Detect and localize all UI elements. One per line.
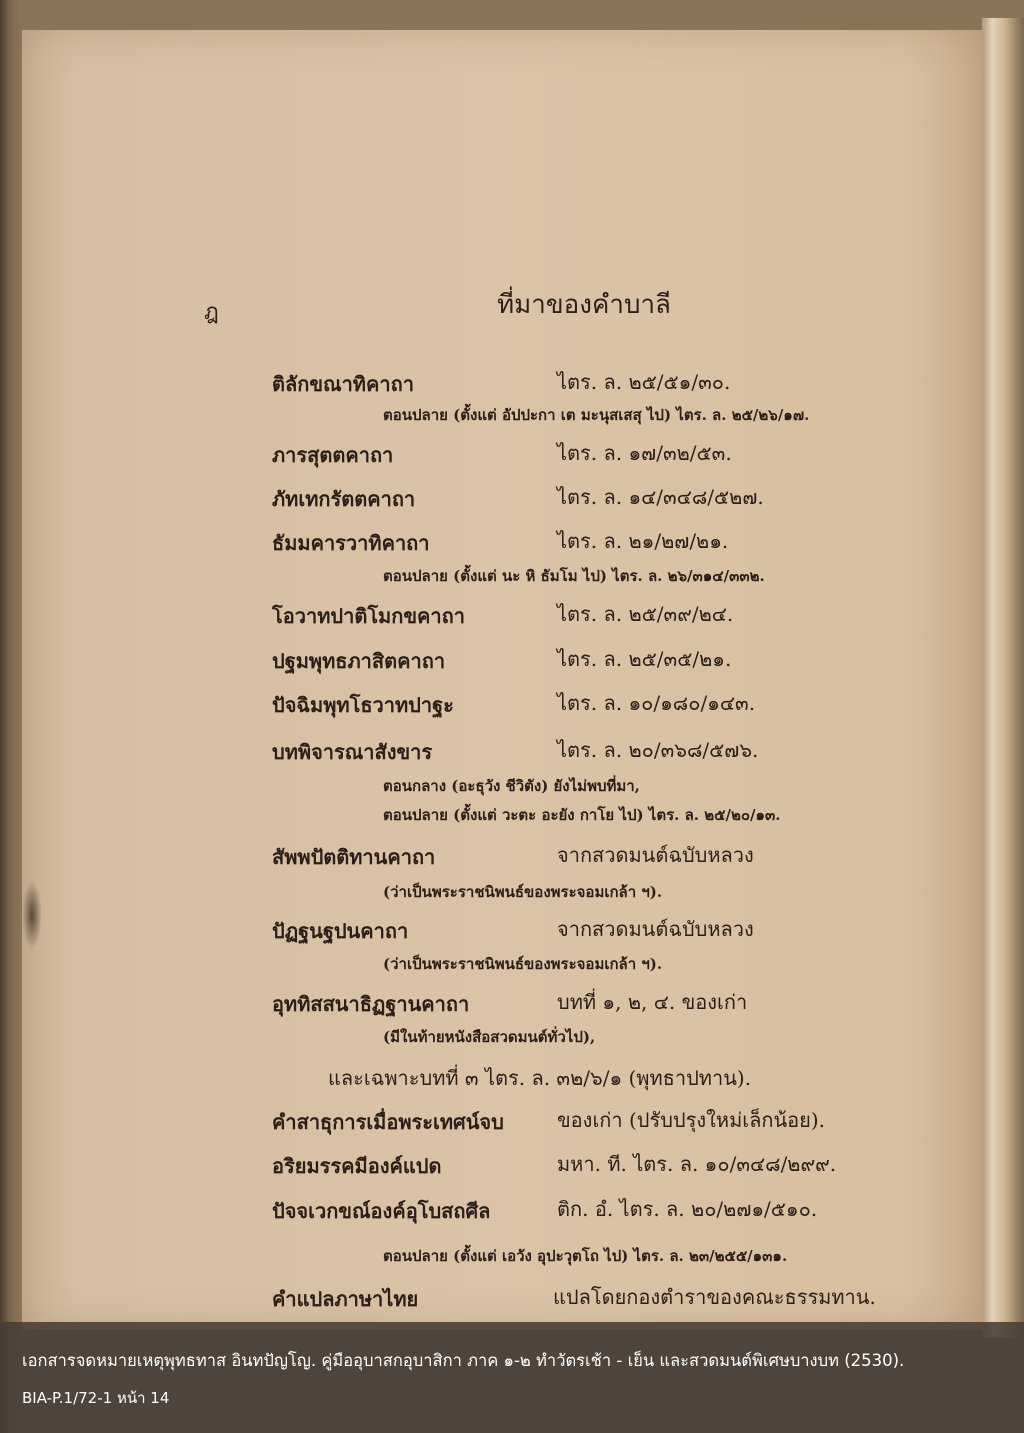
entry-source: ไตร. ล. ๑๗/๓๒/๕๓. [557,441,732,465]
entry-note: ตอนกลาง (อะธุวัง ชีวิตัง) ยังไม่พบที่มา, [383,777,640,795]
page-edge [982,18,1024,1338]
entry-source: ติก. อํ. ไตร. ล. ๒๐/๒๗๑/๕๑๐. [557,1197,818,1221]
entry-name: ปัจจเวกขณ์องค์อุโบสถศีล [272,1199,491,1223]
archive-reference: BIA-P.1/72-1 หน้า 14 [22,1389,170,1407]
page-title: ที่มาของคำบาลี [497,290,671,320]
entry-source: จากสวดมนต์ฉบับหลวง [557,917,754,941]
entry-source: จากสวดมนต์ฉบับหลวง [557,843,754,867]
entry-name: ภัทเทกรัตตคาถา [272,487,416,511]
entry-name: คำสาธุการเมื่อพระเทศน์จบ [272,1110,504,1134]
entry-name: ธัมมคารวาทิคาถา [272,531,430,555]
entry-source: ไตร. ล. ๒๑/๒๗/๒๑. [557,529,729,553]
entry-note: ตอนปลาย (ตั้งแต่ วะตะ อะยัง กาโย ไป) ไตร. ล. ๒๕/๒๐/๑๓. [383,806,781,824]
entry-name: สัพพปัตติทานคาถา [272,845,436,869]
caption-bar [0,1322,1024,1433]
entry-note: (ว่าเป็นพระราชนิพนธ์ของพระจอมเกล้า ฯ). [383,883,663,901]
entry-name: อุททิสสนาธิฏฐานคาถา [272,992,470,1016]
entry-source: ไตร. ล. ๒๕/๕๑/๓๐. [557,370,731,394]
entry-source: แปลโดยกองตำราของคณะธรรมทาน. [553,1285,876,1309]
entry-note: (ว่าเป็นพระราชนิพนธ์ของพระจอมเกล้า ฯ). [383,955,663,973]
entry-source: ของเก่า (ปรับปรุงใหม่เล็กน้อย). [557,1108,826,1132]
entry-name: บทพิจารณาสังขาร [272,740,433,764]
entry-name: อริยมรรคมีองค์แปด [272,1154,442,1178]
entry-note: ตอนปลาย (ตั้งแต่ อัปปะกา เต มะนุสเสสุ ไป) ไตร. ล. ๒๕/๒๖/๑๗. [383,406,810,424]
entry-source: ไตร. ล. ๒๐/๓๖๘/๕๗๖. [557,738,759,762]
entry-source: ไตร. ล. ๒๕/๓๕/๒๑. [557,647,732,671]
entry-name: ปัฏฐนฐปนคาถา [272,919,409,943]
entry-note: และเฉพาะบทที่ ๓ ไตร. ล. ๓๒/๖/๑ (พุทธาปทาน). [328,1066,752,1090]
entry-source: ไตร. ล. ๑๔/๓๔๘/๕๒๗. [557,485,764,509]
entry-source: ไตร. ล. ๒๕/๓๙/๒๔. [557,602,734,626]
archive-citation: เอกสารจดหมายเหตุพุทธทาส อินทปัญโญ. คู่มืออุบาสกอุบาสิกา ภาค ๑-๒ ทำวัตรเช้า - เย็น และสวดมนต์พิเศษบางบท (2530). [22,1351,905,1370]
entry-note: ตอนปลาย (ตั้งแต่ นะ หิ ธัมโม ไป) ไตร. ล. ๒๖/๓๑๔/๓๓๒. [383,567,765,585]
entry-source: ไตร. ล. ๑๐/๑๘๐/๑๔๓. [557,691,756,715]
corner-mark: ฎ [204,300,219,325]
entry-name: โอวาทปาติโมกขคาถา [272,604,465,628]
entry-name: ภารสุตตคาถา [272,443,394,467]
entry-name: ปฐมพุทธภาสิตคาถา [272,649,446,673]
entry-name: ปัจฉิมพุทโธวาทปาฐะ [272,693,454,717]
entry-name: ติลักขณาทิคาถา [272,372,414,396]
entry-note: (มีในท้ายหนังสือสวดมนต์ทั่วไป), [383,1028,596,1046]
entry-source: บทที่ ๑, ๒, ๔. ของเก่า [557,990,748,1014]
entry-source: มหา. ที. ไตร. ล. ๑๐/๓๔๘/๒๙๙. [557,1152,837,1176]
ink-smudge [22,880,42,950]
entry-name: คำแปลภาษาไทย [272,1287,419,1311]
entry-note: ตอนปลาย (ตั้งแต่ เอวัง อุปะวุตโถ ไป) ไตร. ล. ๒๓/๒๕๕/๑๓๑. [383,1247,788,1265]
